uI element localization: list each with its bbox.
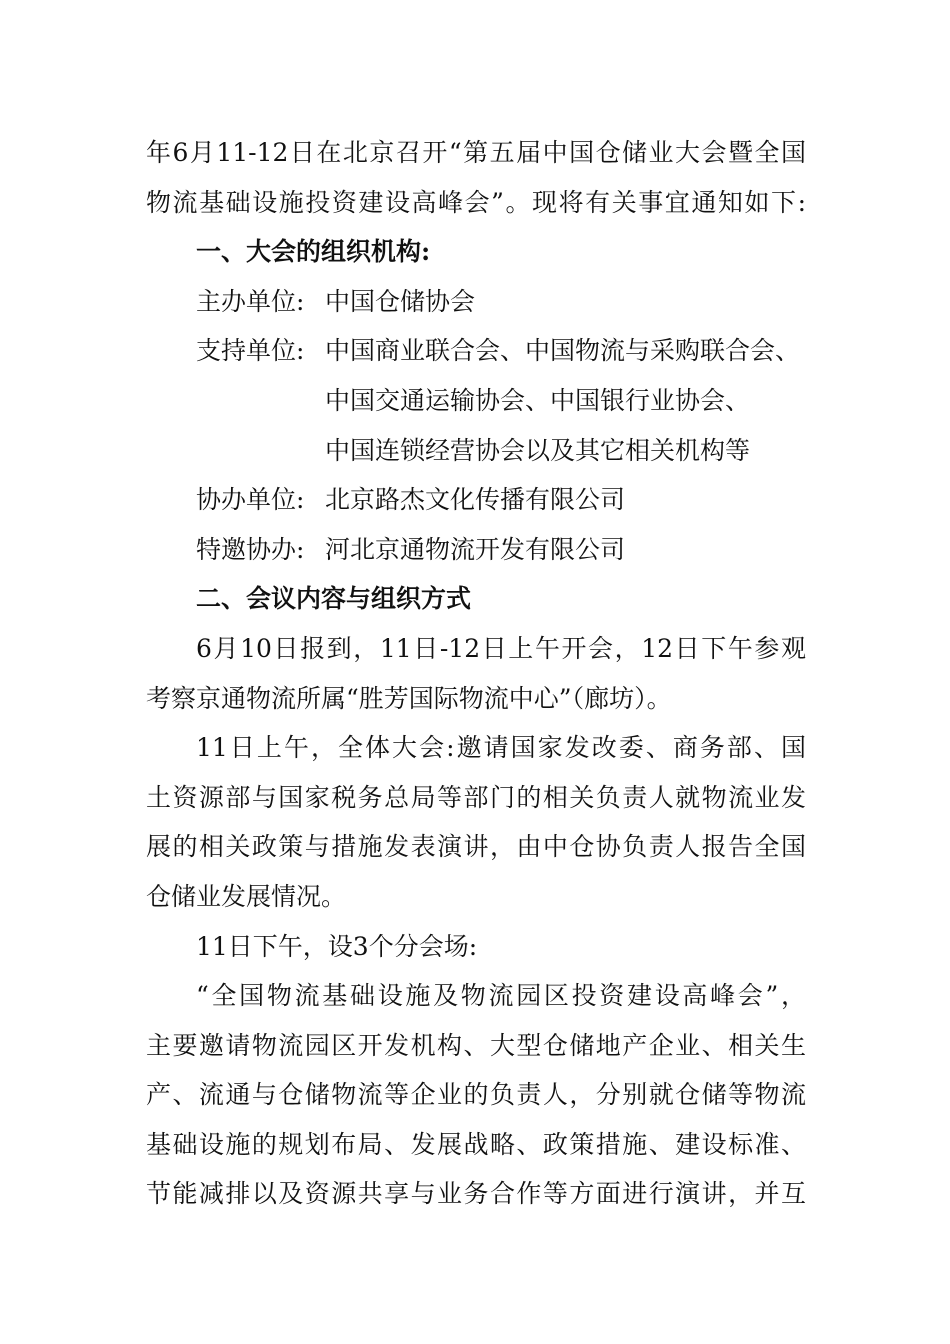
document-page: [146, 128, 806, 1219]
support-row: [146, 326, 806, 376]
host-row: [146, 277, 806, 327]
schedule-line-1: 6月10日报到，11日-12日上午开会，12日下午参观: [196, 633, 806, 663]
host-label: 主办单位:: [196, 286, 305, 316]
afternoon-line-1: 11日下午，设3个分会场:: [196, 931, 478, 961]
support-value-line-1: 中国商业联合会、中国物流与采购联合会、: [325, 336, 801, 366]
morning-line-1: 11日上午，全体大会:邀请国家发改委、商务部、国: [196, 733, 806, 763]
summit-line-4: 基础设施的规划布局、发展战略、政策措施、建设标准、: [146, 1129, 806, 1159]
co-organizer-row: [146, 475, 806, 525]
host-value: 中国仓储协会: [325, 286, 476, 316]
morning-line-4: 仓储业发展情况。: [146, 881, 347, 911]
section-heading-organization: 一、大会的组织机构:: [196, 237, 431, 267]
co-organizer-label: 协办单位:: [196, 485, 305, 515]
special-co-organizer-value: 河北京通物流开发有限公司: [325, 534, 626, 564]
support-label: 支持单位:: [196, 336, 305, 366]
summit-line-1: “全国物流基础设施及物流园区投资建设高峰会”，: [196, 981, 806, 1011]
special-co-organizer-label: 特邀协办:: [196, 534, 305, 564]
special-co-organizer-row: [146, 525, 806, 575]
intro-line-2: 物流基础设施投资建设高峰会”。现将有关事宜通知如下:: [146, 187, 806, 217]
support-value-line-2: 中国交通运输协会、中国银行业协会、: [325, 385, 751, 415]
intro-line-1: 年6月11-12日在北京召开“第五届中国仓储业大会暨全国: [146, 138, 806, 167]
section-heading-content: 二、会议内容与组织方式: [196, 584, 472, 614]
morning-line-2: 土资源部与国家税务总局等部门的相关负责人就物流业发: [146, 782, 806, 812]
co-organizer-value: 北京路杰文化传播有限公司: [325, 485, 626, 515]
summit-line-2: 主要邀请物流园区开发机构、大型仓储地产企业、相关生: [146, 1030, 806, 1060]
summit-line-3: 产、流通与仓储物流等企业的负责人，分别就仓储等物流: [146, 1080, 806, 1110]
morning-line-3: 展的相关政策与措施发表演讲，由中仓协负责人报告全国: [146, 832, 806, 862]
summit-line-5: 节能减排以及资源共享与业务合作等方面进行演讲，并互: [146, 1179, 806, 1209]
support-value-line-3: 中国连锁经营协会以及其它相关机构等: [325, 435, 751, 465]
schedule-line-2: 考察京通物流所属“胜芳国际物流中心”（廊坊）。: [146, 683, 672, 713]
